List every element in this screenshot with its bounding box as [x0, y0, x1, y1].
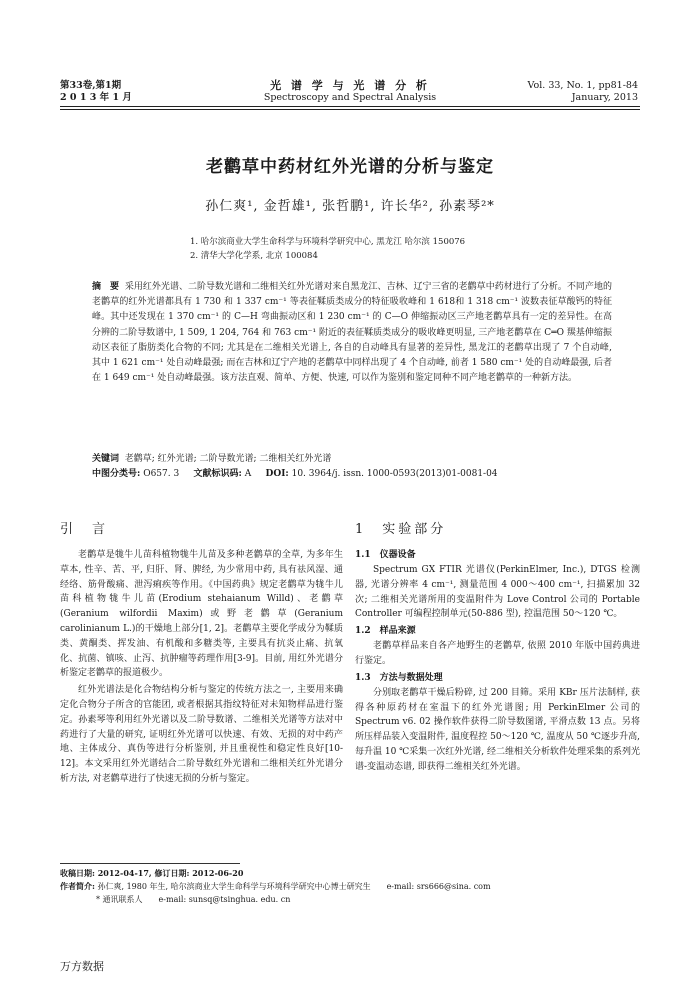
abstract: [92, 280, 612, 386]
received-dates: 收稿日期: 2012-04-17, 修订日期: 2012-06-20: [60, 868, 244, 878]
corresponding-author: * 通讯联系人 e-mail: sunsq@tsinghua. edu. cn: [96, 895, 291, 904]
paper-title: 老鹳草中药材红外光谱的分析与鉴定: [206, 157, 494, 177]
bio-label: 作者简介:: [60, 881, 95, 891]
keywords-text: 老鹳草; 红外光谱; 二阶导数光谱; 二维相关红外光谱: [124, 454, 332, 464]
affiliations: [190, 235, 465, 263]
abstract-text: 采用红外光谱、二阶导数光谱和二维相关红外光谱对来自黑龙江、吉林、辽宁三省的老鹳草中药材进行了分析。不同产地的老鹳草的红外光谱都具有 1 730 和 1 337 cm⁻¹ 等表征鞣质类成分的特征吸收峰和 1 618和 1 318 cm⁻¹ 波数表征草酸钙的特征峰。其中还发现在 1 370 cm⁻¹ 的 C—H 弯曲振动区和 1 230 cm⁻¹ 的 C—O 伸缩振动区三产地老鹳草具有一定的差异性。在高分辨的二阶导数谱中, 1 509, 1 204, 764 和 763 cm⁻¹ 附近的表征鞣质类成分的吸收峰更明显, 三产地老鹳草在 C═O 羰基伸缩振动区表征了脂肪类化合物的不同; 尤其是在二维相关光谱上, 各自的自动峰具有显著的差异性, 黑龙江的老鹳草出现了 7 个自动峰, 其中 1 621 cm⁻¹ 处自动峰最强; 而在吉林和辽宁产地的老鹳草中同样出现了 4 个自动峰, 前者 1 580 cm⁻¹ 处的自动峰最强, 后者在 1 649 cm⁻¹ 处自动峰最强。该方法直观、简单、方便、快速, 可以作为鉴别和鉴定同种不同产地老鹳草的一种新方法。: [92, 282, 612, 384]
volume-issue: 第33卷,第1期: [60, 80, 122, 91]
section-1-2-title: 1.2 样品来源: [355, 626, 416, 637]
section-1-3-title: 1.3 方法与数据处理: [355, 672, 443, 683]
classification-line: [92, 467, 612, 481]
author-bio: 孙仁爽, 1980 年生, 哈尔滨商业大学生命科学与环境科学研究中心博士研究生 e-mail: srs666@sina. com: [97, 882, 491, 891]
author-list: 孙仁爽¹, 金哲雄¹, 张哲鹏¹, 许长华², 孙素琴²*: [205, 199, 495, 214]
doi-label: DOI:: [265, 469, 289, 479]
header-rule-thin: [60, 109, 640, 110]
footnote-rule: [60, 863, 240, 864]
doi-value: 10. 3964/j. issn. 1000-0593(2013)01-0081-04: [291, 469, 498, 479]
keywords: [92, 452, 612, 466]
affiliation-1: 1. 哈尔滨商业大学生命科学与环境科学研究中心, 黑龙江 哈尔滨 150076: [190, 237, 466, 247]
citation: Vol. 33, No. 1, pp81-84: [527, 80, 638, 91]
abstract-label: 摘 要: [92, 282, 120, 292]
section-1-1-text: Spectrum GX FTIR 光谱仪(PerkinElmer, Inc.), DTGS 检测器, 光谱分辨率 4 cm⁻¹, 测量范围 4 000～400 cm⁻¹, 扫描累加 32 次; 二维相关光谱所用的变温附件为 Love Control 公司的 Portable Controller 可编程控制单元(50-886 型), 控温范围 50～120 ℃。: [355, 565, 640, 620]
footnote: [60, 867, 491, 906]
keywords-label: 关键词: [92, 454, 120, 464]
intro-para-2: 红外光谱法是化合物结构分析与鉴定的传统方法之一, 主要用来确定化合物分子所含的官能团, 或者根据其指纹特征对未知物样品进行鉴定。孙素琴等利用红外光谱以及二阶导数谱、二维相关光谱等方法对中药进行了大量的研究, 证明红外光谱可以快速、有效、无损的对中药产地、主体成分、真伪等进行分析鉴别, 并且重视性和稳定性良好[10-12]。本文采用红外光谱结合二阶导数红外光谱和二维相关红外光谱分析方法, 对老鹳草进行了快速无损的分析与鉴定。: [60, 685, 343, 784]
clc-label: 中图分类号:: [92, 469, 141, 479]
intro-para-1: 老鹳草是牻牛儿苗科植物牻牛儿苗及多种老鹳草的全草, 为多年生草本, 性辛、苦、平, 归肝、肾、脾经, 为少常用中药, 具有祛风湿、通经络、筋骨酸痛、泄泻痢疾等作用。《中国药典》规定老鹳草为牻牛儿苗科植物牻牛儿苗(Erodium stehaianum Willd)、老鹳草(Geranium wilfordii Maxim)或野老鹳草(Geranium carolinianum L.)的干燥地上部分[1, 2]。老鹳草主要化学成分为鞣质类、黄酮类、挥发油、有机酸和多糖类等, 主要具有抗炎止痛、抗氧化、抗菌、镇咳、止泻、抗肿瘤等药理作用[3-9]。目前, 用红外光谱分析鉴定老鹳草的报道极少。: [60, 550, 343, 679]
doc-code-label: 文献标识码:: [193, 469, 242, 479]
section-1-2-text: 老鹳草样品来自各产地野生的老鹳草, 依照 2010 年版中国药典进行鉴定。: [355, 641, 640, 666]
header-rule: [60, 106, 640, 107]
affiliation-2: 2. 清华大学化学系, 北京 100084: [190, 251, 318, 261]
doc-code-value: A: [244, 469, 252, 479]
date-en: January, 2013: [571, 92, 638, 103]
wanfang-watermark: 万方数据: [60, 960, 104, 973]
intro-body: [60, 548, 343, 787]
section-1-1-title: 1.1 仪器设备: [355, 550, 416, 560]
date-cn: 2 0 1 3 年 1 月: [60, 92, 132, 103]
intro-heading: 引 言: [60, 522, 109, 537]
journal-cn: 光 谱 学 与 光 谱 分 析: [270, 79, 430, 92]
experiment-body: [355, 548, 640, 775]
section-1-3-text: 分别取老鹳草干燥后粉碎, 过 200 目筛。采用 KBr 压片法制样, 获得各种原药材在室温下的红外光谱图; 用 PerkinElmer 公司的 Spectrum v6. 02 操作软件获得二阶导数图谱, 平滑点数 13 点。另将所压样品装入变温附件, 温度程控 50～120 ℃, 温度从 50 ℃逐步升高, 每升温 10 ℃采集一次红外光谱, 经二维相关分析软件处理采集的系列光谱-变温动态谱, 即获得二维相关红外光谱。: [355, 687, 640, 772]
clc-value: O657. 3: [143, 469, 180, 479]
header-citation: [528, 80, 638, 104]
experiment-heading: 1 实验部分: [355, 522, 447, 537]
journal-en: Spectroscopy and Spectral Analysis: [263, 92, 437, 103]
